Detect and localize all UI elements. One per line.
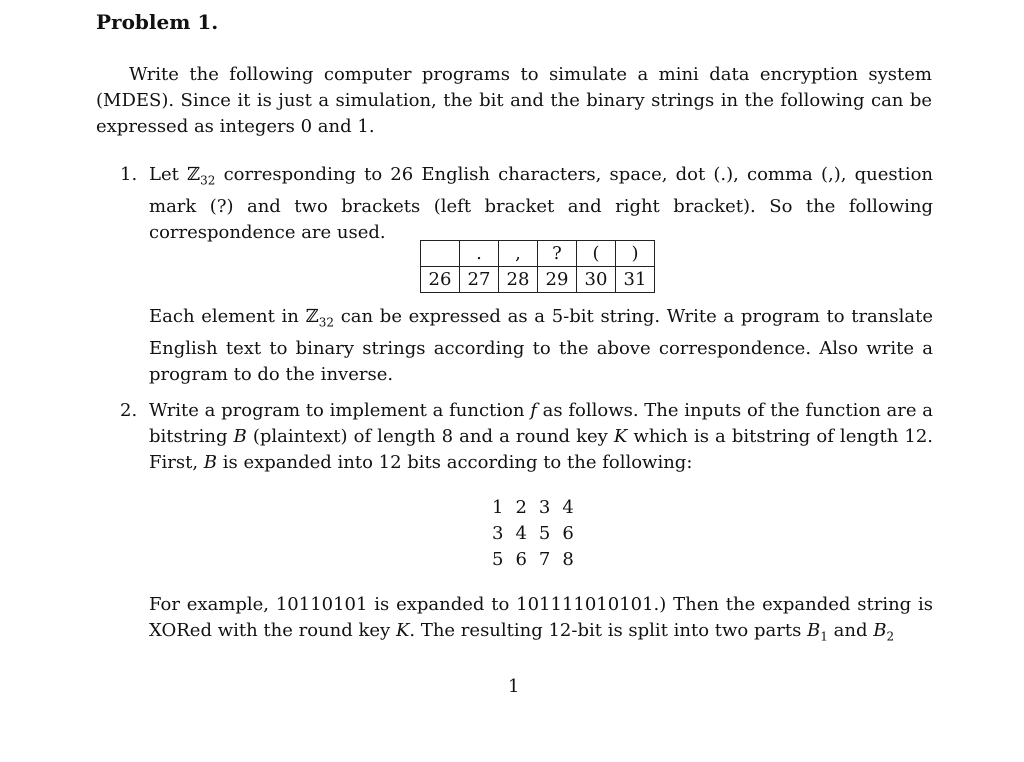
math-variable: K <box>613 426 628 447</box>
value-row <box>421 267 655 293</box>
page-number: 1 <box>508 676 520 697</box>
item1-text: Let <box>149 164 187 185</box>
z-symbol: ℤ <box>187 164 201 185</box>
example-text: . The resulting 12-bit is split into two parts <box>409 620 808 641</box>
list-item-1 <box>120 162 933 246</box>
math-variable: B <box>873 620 887 641</box>
symbol-cell: ? <box>538 241 577 267</box>
list-item-2 <box>120 398 933 476</box>
example-paragraph <box>149 592 933 650</box>
item2-text: as follows. The inputs of the function are a bitstring <box>149 400 933 447</box>
list-item-number: 2. <box>120 400 138 421</box>
item1-followup-text: Each element in <box>149 306 306 327</box>
matrix-cell: 6 <box>515 548 527 570</box>
math-variable: K <box>395 620 410 641</box>
symbol-cell: . <box>460 241 499 267</box>
matrix-cell: 2 <box>515 496 527 518</box>
item2-text: (plaintext) of length 8 and a round key <box>246 426 614 447</box>
matrix-row <box>486 546 580 572</box>
symbol-cell: ) <box>616 241 655 267</box>
math-variable: B <box>807 620 821 641</box>
matrix-cell: 4 <box>515 522 527 544</box>
math-variable: B <box>233 426 247 447</box>
z-subscript: 32 <box>200 173 216 188</box>
expansion-matrix <box>486 494 580 572</box>
matrix-cell: 3 <box>538 496 551 518</box>
matrix-row <box>486 520 580 546</box>
value-cell: 28 <box>499 267 538 293</box>
matrix-cell: 4 <box>562 496 574 518</box>
matrix-cell: 3 <box>492 522 504 544</box>
value-cell: 29 <box>538 267 577 293</box>
matrix-cell: 5 <box>492 548 504 570</box>
symbol-cell: , <box>499 241 538 267</box>
symbol-cell <box>421 241 460 267</box>
math-variable: B <box>203 452 217 473</box>
item2-text: Write a program to implement a function <box>149 400 531 421</box>
z-subscript: 32 <box>318 315 335 330</box>
item1-text-continued: corresponding to 26 English characters, space, dot (.), comma (,), question mark (?) and two brackets (left bracket and right bracket). So the following correspondence are used. <box>149 164 934 243</box>
example-text: For example, 10110101 is expanded to 101111010101.) Then the expanded string is XORed with the round key <box>149 594 933 641</box>
matrix-cell: 8 <box>562 548 574 570</box>
item2-text: is expanded into 12 bits according to the following: <box>217 452 693 473</box>
math-subscript: 2 <box>886 629 895 644</box>
value-cell: 31 <box>616 267 655 293</box>
matrix-cell: 5 <box>538 522 551 544</box>
matrix-cell: 6 <box>562 522 574 544</box>
value-cell: 26 <box>421 267 460 293</box>
item2-text: which is a bitstring of length 12. First, <box>149 426 933 473</box>
example-text: and <box>827 620 874 641</box>
matrix-row <box>486 494 580 520</box>
item1-followup-paragraph <box>149 304 933 388</box>
correspondence-table <box>420 240 655 293</box>
list-item-number: 1. <box>120 164 138 185</box>
symbol-row <box>421 241 655 267</box>
z-symbol: ℤ <box>305 306 319 327</box>
math-subscript: 1 <box>820 629 828 644</box>
math-variable: f <box>530 400 537 421</box>
item1-followup-text-continued: can be expressed as a 5-bit string. Write a program to translate English text to binary strings according to the above correspondence. Also write a program to do the inverse. <box>149 306 933 385</box>
matrix-cell: 7 <box>538 548 551 570</box>
matrix-cell: 1 <box>492 496 504 518</box>
value-cell: 27 <box>460 267 499 293</box>
item2-paragraph <box>149 398 933 476</box>
item1-paragraph <box>149 162 933 246</box>
symbol-cell: ( <box>577 241 616 267</box>
intro-paragraph: Write the following computer programs to simulate a mini data encryption system (MDES). Since it is just a simulation, the bit and the binary strings in the following can be expressed as integers 0 and 1. <box>96 64 932 137</box>
problem-heading: Problem 1. <box>96 10 219 34</box>
value-cell: 30 <box>577 267 616 293</box>
